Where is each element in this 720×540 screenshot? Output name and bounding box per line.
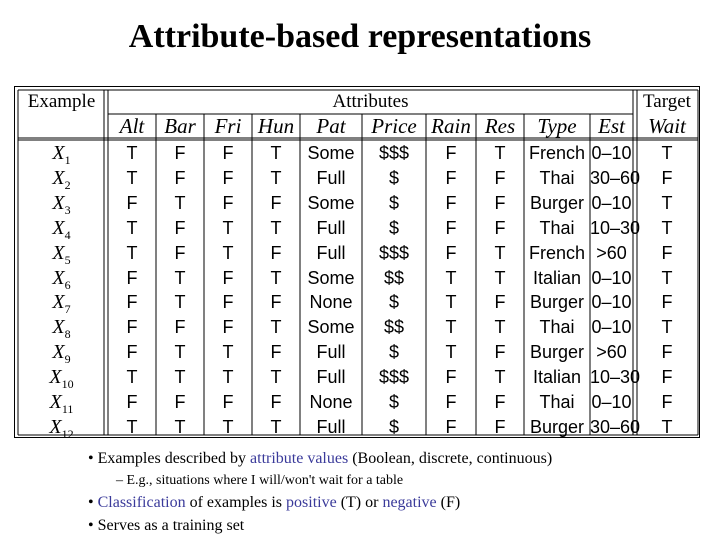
wait-cell: F bbox=[661, 242, 673, 263]
table-cell: Thai bbox=[539, 217, 575, 238]
table-cell: F bbox=[222, 267, 234, 288]
table-cell: Italian bbox=[532, 367, 582, 388]
table-cell: French bbox=[528, 242, 586, 263]
column-header-res: Res bbox=[484, 114, 516, 138]
table-cell: F bbox=[270, 242, 282, 263]
table-cell: 30–60 bbox=[590, 416, 641, 437]
wait-cell: T bbox=[661, 317, 673, 338]
table-cell: T bbox=[270, 143, 282, 163]
table-cell: T bbox=[174, 292, 186, 313]
column-header-bar: Bar bbox=[164, 114, 196, 138]
table-cell: T bbox=[222, 242, 234, 263]
table-cell: Some bbox=[307, 192, 355, 213]
example-id bbox=[19, 365, 104, 390]
example-id-subscript: 5 bbox=[64, 252, 71, 267]
table-cell: T bbox=[174, 267, 186, 288]
table-cell: F bbox=[126, 317, 138, 338]
table-cell: 0–10 bbox=[591, 292, 632, 313]
table-cell: Burger bbox=[529, 342, 585, 363]
example-id-subscript: 8 bbox=[64, 327, 71, 342]
sub-bullet-1-text: E.g., situations where I will/won't wait for a table bbox=[126, 473, 404, 488]
wait-cell: F bbox=[661, 367, 673, 388]
example-id bbox=[19, 315, 104, 340]
example-id-letter: X bbox=[49, 366, 62, 389]
attributes-header: Attributes bbox=[332, 91, 409, 112]
table-cell: Full bbox=[316, 367, 346, 388]
wait-cell: F bbox=[661, 292, 673, 313]
table-cell: T bbox=[174, 342, 186, 363]
bullet-1-keyword: attribute values bbox=[250, 450, 349, 467]
table-cell: T bbox=[445, 342, 457, 363]
table-cell: T bbox=[126, 416, 138, 437]
table-cell: 0–10 bbox=[591, 392, 632, 412]
example-id bbox=[19, 216, 104, 241]
table-cell: F bbox=[494, 167, 506, 188]
table-cell: F bbox=[126, 342, 138, 363]
table-cell: Some bbox=[307, 317, 355, 338]
table-cell: F bbox=[494, 217, 506, 238]
table-cell: T bbox=[222, 217, 234, 238]
table-cell: F bbox=[174, 242, 186, 263]
wait-cell: F bbox=[661, 167, 673, 188]
example-id-letter: X bbox=[52, 191, 65, 214]
table-cell: T bbox=[126, 167, 138, 188]
table-cell: T bbox=[174, 192, 186, 213]
bullet-2-keyword-negative: negative bbox=[382, 494, 437, 511]
table-cell: F bbox=[222, 143, 234, 163]
table-cell: T bbox=[494, 317, 506, 338]
sub-bullet-1 bbox=[116, 470, 708, 491]
example-id-letter: X bbox=[52, 316, 65, 339]
table-cell: 0–10 bbox=[591, 267, 632, 288]
table-cell: T bbox=[174, 367, 186, 388]
example-id-letter: X bbox=[52, 166, 65, 189]
table-cell: F bbox=[270, 292, 282, 313]
table-cell: 0–10 bbox=[591, 192, 632, 213]
example-id-subscript: 7 bbox=[64, 302, 71, 317]
table-cell: 10–30 bbox=[590, 217, 641, 238]
table-cell: T bbox=[494, 242, 506, 263]
table-cell: F bbox=[494, 392, 506, 412]
example-id bbox=[19, 340, 104, 365]
column-header-type: Type bbox=[537, 114, 577, 138]
table-cell: F bbox=[445, 392, 457, 412]
example-id bbox=[19, 415, 104, 440]
table-cell: T bbox=[174, 416, 186, 437]
table-cell: $ bbox=[388, 217, 399, 238]
table-cell: $$$ bbox=[378, 242, 410, 263]
table-cell: F bbox=[494, 416, 506, 437]
table-cell: Thai bbox=[539, 167, 575, 188]
table-cell: T bbox=[126, 242, 138, 263]
bullet-2-mid-2: (T) or bbox=[336, 494, 383, 511]
bullet-item-3 bbox=[88, 514, 708, 537]
example-id bbox=[19, 241, 104, 266]
table-cell: F bbox=[126, 267, 138, 288]
table-cell: F bbox=[445, 143, 457, 163]
table-cell: Burger bbox=[529, 292, 585, 313]
table-cell: Burger bbox=[529, 192, 585, 213]
table-cell: Thai bbox=[539, 392, 575, 412]
table-cell: F bbox=[494, 192, 506, 213]
table-cell: F bbox=[222, 167, 234, 188]
table-cell: $$ bbox=[383, 317, 405, 338]
table-cell: F bbox=[445, 367, 457, 388]
table-cell: Thai bbox=[539, 317, 575, 338]
example-id-letter: X bbox=[52, 241, 65, 264]
table-cell: F bbox=[270, 392, 282, 412]
table-cell: 30–60 bbox=[590, 167, 641, 188]
table-cell: F bbox=[174, 317, 186, 338]
column-header-pat: Pat bbox=[316, 114, 346, 138]
example-id-letter: X bbox=[52, 341, 65, 364]
table-cell: F bbox=[126, 292, 138, 313]
table-cell: T bbox=[126, 217, 138, 238]
table-cell: T bbox=[222, 367, 234, 388]
example-id bbox=[19, 266, 104, 291]
table-cell: 10–30 bbox=[590, 367, 641, 388]
column-header-hun: Hun bbox=[257, 114, 295, 138]
example-id-letter: X bbox=[52, 291, 65, 314]
example-id bbox=[19, 390, 104, 415]
table-cell: F bbox=[445, 242, 457, 263]
bullet-3-text: Serves as a training set bbox=[97, 517, 245, 534]
table-cell: None bbox=[309, 392, 353, 412]
example-id-letter: X bbox=[52, 266, 65, 289]
table-cell: Full bbox=[316, 167, 346, 188]
table-cell: T bbox=[270, 416, 282, 437]
table-cell: T bbox=[222, 342, 234, 363]
table-cell: T bbox=[445, 267, 457, 288]
column-header-rain: Rain bbox=[431, 114, 471, 138]
example-header: Example bbox=[27, 91, 96, 112]
table-cell: T bbox=[270, 167, 282, 188]
table-cell: $$$ bbox=[378, 143, 410, 163]
table-cell: Full bbox=[316, 342, 346, 363]
table-cell: F bbox=[174, 167, 186, 188]
table-cell: $$$ bbox=[378, 367, 410, 388]
table-cell: 0–10 bbox=[591, 143, 632, 163]
example-id-subscript: 9 bbox=[64, 352, 71, 367]
table-cell: None bbox=[309, 292, 353, 313]
table-cell: T bbox=[270, 317, 282, 338]
table-cell: T bbox=[270, 267, 282, 288]
table-cell: F bbox=[174, 392, 186, 412]
bullet-1-pre: Examples described by bbox=[97, 450, 251, 467]
table-cell: T bbox=[270, 217, 282, 238]
table-cell: T bbox=[445, 317, 457, 338]
example-id-subscript: 6 bbox=[64, 277, 71, 292]
table-cell: >60 bbox=[596, 342, 627, 363]
column-header-fri: Fri bbox=[214, 114, 242, 138]
table-cell: F bbox=[445, 167, 457, 188]
bullet-2-keyword-positive: positive bbox=[286, 494, 337, 511]
table-cell: T bbox=[494, 367, 506, 388]
example-id-letter: X bbox=[52, 216, 65, 239]
table-cell: T bbox=[126, 367, 138, 388]
table-cell: F bbox=[222, 292, 234, 313]
wait-cell: F bbox=[661, 392, 673, 412]
table-cell: F bbox=[174, 143, 186, 163]
table-cell: T bbox=[445, 292, 457, 313]
table-cell: >60 bbox=[596, 242, 627, 263]
attribute-table bbox=[14, 86, 700, 441]
column-header-est: Est bbox=[598, 114, 625, 138]
bullet-list bbox=[88, 447, 708, 537]
example-id-letter: X bbox=[52, 142, 65, 164]
wait-cell: T bbox=[661, 217, 673, 238]
table-cell: T bbox=[494, 267, 506, 288]
wait-cell: T bbox=[661, 416, 673, 437]
target-header: Target bbox=[643, 91, 691, 112]
wait-cell: T bbox=[661, 192, 673, 213]
wait-cell: F bbox=[661, 342, 673, 363]
slide-title: Attribute-based representations bbox=[128, 18, 592, 55]
table-cell: F bbox=[222, 392, 234, 412]
table-cell: F bbox=[270, 192, 282, 213]
table-cell: F bbox=[126, 192, 138, 213]
bullet-marker: • bbox=[88, 494, 94, 511]
bullet-2-keyword-classification: Classification bbox=[97, 494, 186, 511]
example-id-subscript: 12 bbox=[61, 426, 74, 441]
table-cell: Full bbox=[316, 242, 346, 263]
example-id bbox=[19, 166, 104, 191]
example-id bbox=[19, 191, 104, 216]
bullet-2-mid-1: of examples is bbox=[185, 494, 287, 511]
bullet-marker: • bbox=[88, 450, 94, 467]
bullet-marker: • bbox=[88, 517, 94, 534]
example-id-subscript: 3 bbox=[64, 202, 71, 217]
table-cell: T bbox=[222, 416, 234, 437]
bullet-2-post: (F) bbox=[436, 494, 461, 511]
wait-cell: T bbox=[661, 267, 673, 288]
table-cell: French bbox=[528, 143, 586, 163]
wait-cell: T bbox=[661, 143, 673, 163]
example-id-subscript: 4 bbox=[64, 227, 71, 242]
table-cell: F bbox=[126, 392, 138, 412]
table-cell: T bbox=[270, 367, 282, 388]
table-cell: F bbox=[445, 192, 457, 213]
table-cell: 0–10 bbox=[591, 317, 632, 338]
table-cell: F bbox=[174, 217, 186, 238]
table-cell: Some bbox=[307, 267, 355, 288]
bullet-item-1 bbox=[88, 447, 708, 470]
table-cell: $ bbox=[388, 167, 399, 188]
table-cell: $ bbox=[388, 342, 399, 363]
table-cell: F bbox=[445, 217, 457, 238]
bullet-1-post: (Boolean, discrete, continuous) bbox=[348, 450, 553, 467]
table-cell: Italian bbox=[532, 267, 582, 288]
table-cell: Some bbox=[307, 143, 355, 163]
column-header-wait: Wait bbox=[648, 114, 686, 138]
table-cell: T bbox=[494, 143, 506, 163]
example-id bbox=[19, 141, 104, 166]
table-cell: Burger bbox=[529, 416, 585, 437]
table-cell: $ bbox=[388, 392, 399, 412]
table-cell: F bbox=[494, 342, 506, 363]
table-cell: F bbox=[222, 317, 234, 338]
table-cell: F bbox=[494, 292, 506, 313]
table-cell: $$ bbox=[383, 267, 405, 288]
column-header-price: Price bbox=[371, 114, 417, 138]
example-id-letter: X bbox=[49, 391, 62, 413]
example-id-subscript: 11 bbox=[61, 402, 74, 416]
table-cell: Full bbox=[316, 217, 346, 238]
example-id-subscript: 1 bbox=[64, 153, 71, 167]
table-cell: Full bbox=[316, 416, 346, 437]
table-cell: $ bbox=[388, 192, 399, 213]
table-cell: $ bbox=[388, 416, 399, 437]
table-cell: F bbox=[270, 342, 282, 363]
example-id-letter: X bbox=[49, 415, 62, 438]
table-cell: $ bbox=[388, 292, 399, 313]
example-id-subscript: 10 bbox=[61, 377, 74, 392]
example-id bbox=[19, 290, 104, 315]
table-cell: F bbox=[222, 192, 234, 213]
bullet-item-2 bbox=[88, 491, 708, 514]
table-cell: F bbox=[445, 416, 457, 437]
sub-bullet-marker: – bbox=[116, 473, 123, 488]
table-cell: T bbox=[126, 143, 138, 163]
example-id-subscript: 2 bbox=[64, 177, 71, 192]
column-header-alt: Alt bbox=[119, 114, 145, 138]
